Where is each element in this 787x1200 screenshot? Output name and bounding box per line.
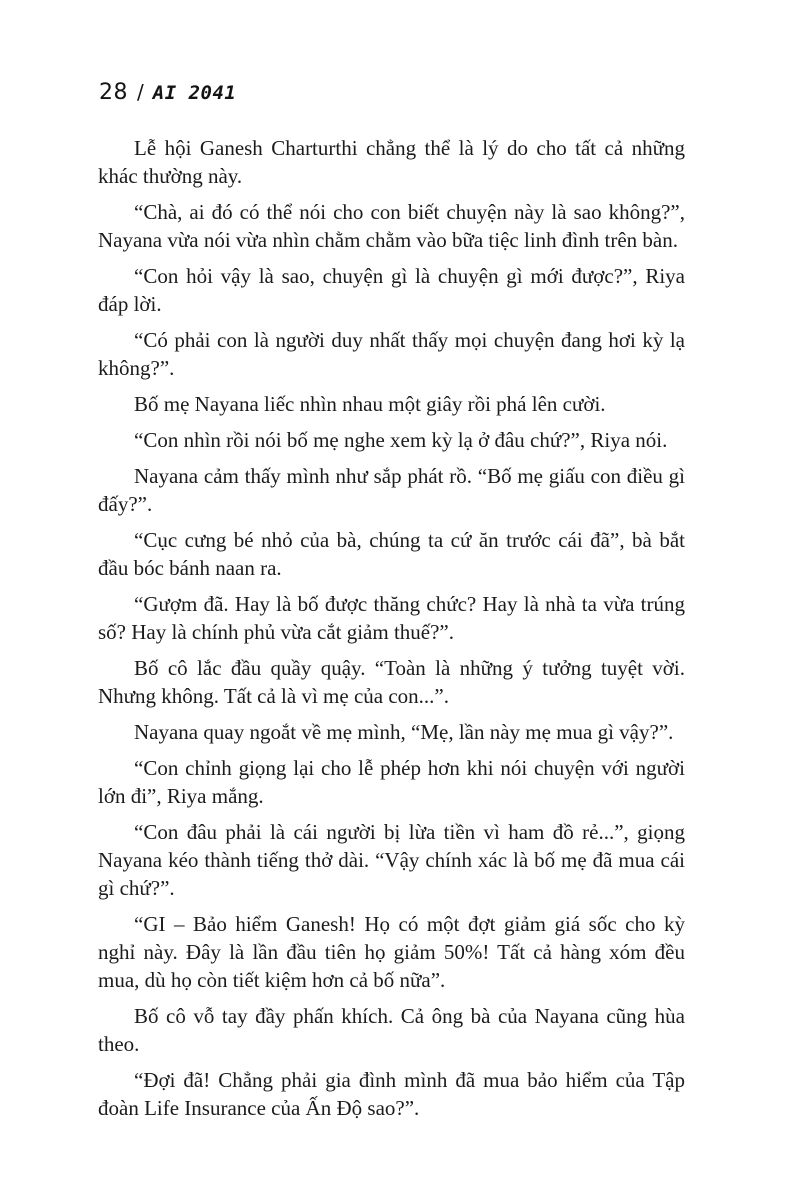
paragraph: “Chà, ai đó có thể nói cho con biết chuyện này là sao không?”, Nayana vừa nói vừa nhìn chằm chằm vào bữa tiệc linh đình trên bàn. (98, 200, 685, 252)
paragraph: Bố cô vỗ tay đầy phấn khích. Cả ông bà của Nayana cũng hùa theo. (98, 1004, 685, 1056)
page-body (98, 134, 685, 1130)
paragraph: Bố mẹ Nayana liếc nhìn nhau một giây rồi phá lên cười. (134, 392, 606, 416)
paragraph: “Đợi đã! Chẳng phải gia đình mình đã mua bảo hiểm của Tập đoàn Life Insurance của Ấn Độ sao?”. (98, 1068, 685, 1120)
book-title: AI 2041 (152, 82, 237, 104)
paragraph: “GI – Bảo hiểm Ganesh! Họ có một đợt giảm giá sốc cho kỳ nghỉ này. Đây là lần đầu tiên họ giảm 50%! Tất cả hàng xóm đều mua, dù họ còn tiết kiệm hơn cả bố nữa”. (98, 912, 685, 992)
paragraph: “Cục cưng bé nhỏ của bà, chúng ta cứ ăn trước cái đã”, bà bắt đầu bóc bánh naan ra. (98, 528, 685, 580)
paragraph: Nayana quay ngoắt về mẹ mình, “Mẹ, lần này mẹ mua gì vậy?”. (134, 720, 674, 744)
paragraph: “Gượm đã. Hay là bố được thăng chức? Hay là nhà ta vừa trúng số? Hay là chính phủ vừa cắt giảm thuế?”. (98, 592, 685, 644)
page-number: 28 (99, 80, 128, 105)
paragraph: Nayana cảm thấy mình như sắp phát rồ. “Bố mẹ giấu con điều gì đấy?”. (98, 464, 685, 516)
paragraph: Lễ hội Ganesh Charturthi chẳng thể là lý do cho tất cả những khác thường này. (98, 136, 685, 188)
paragraph: Bố cô lắc đầu quầy quậy. “Toàn là những ý tưởng tuyệt vời. Nhưng không. Tất cả là vì mẹ của con...”. (98, 656, 685, 708)
paragraph: “Con hỏi vậy là sao, chuyện gì là chuyện gì mới được?”, Riya đáp lời. (98, 264, 685, 316)
running-header (99, 80, 236, 105)
paragraph: “Con nhìn rồi nói bố mẹ nghe xem kỳ lạ ở đâu chứ?”, Riya nói. (134, 428, 668, 452)
paragraph: “Có phải con là người duy nhất thấy mọi chuyện đang hơi kỳ lạ không?”. (98, 328, 685, 380)
paragraph: “Con đâu phải là cái người bị lừa tiền vì ham đồ rẻ...”, giọng Nayana kéo thành tiếng thở dài. “Vậy chính xác là bố mẹ đã mua cái gì chứ?”. (98, 820, 685, 900)
paragraph: “Con chỉnh giọng lại cho lễ phép hơn khi nói chuyện với người lớn đi”, Riya mắng. (98, 756, 685, 808)
header-separator: / (137, 80, 144, 104)
